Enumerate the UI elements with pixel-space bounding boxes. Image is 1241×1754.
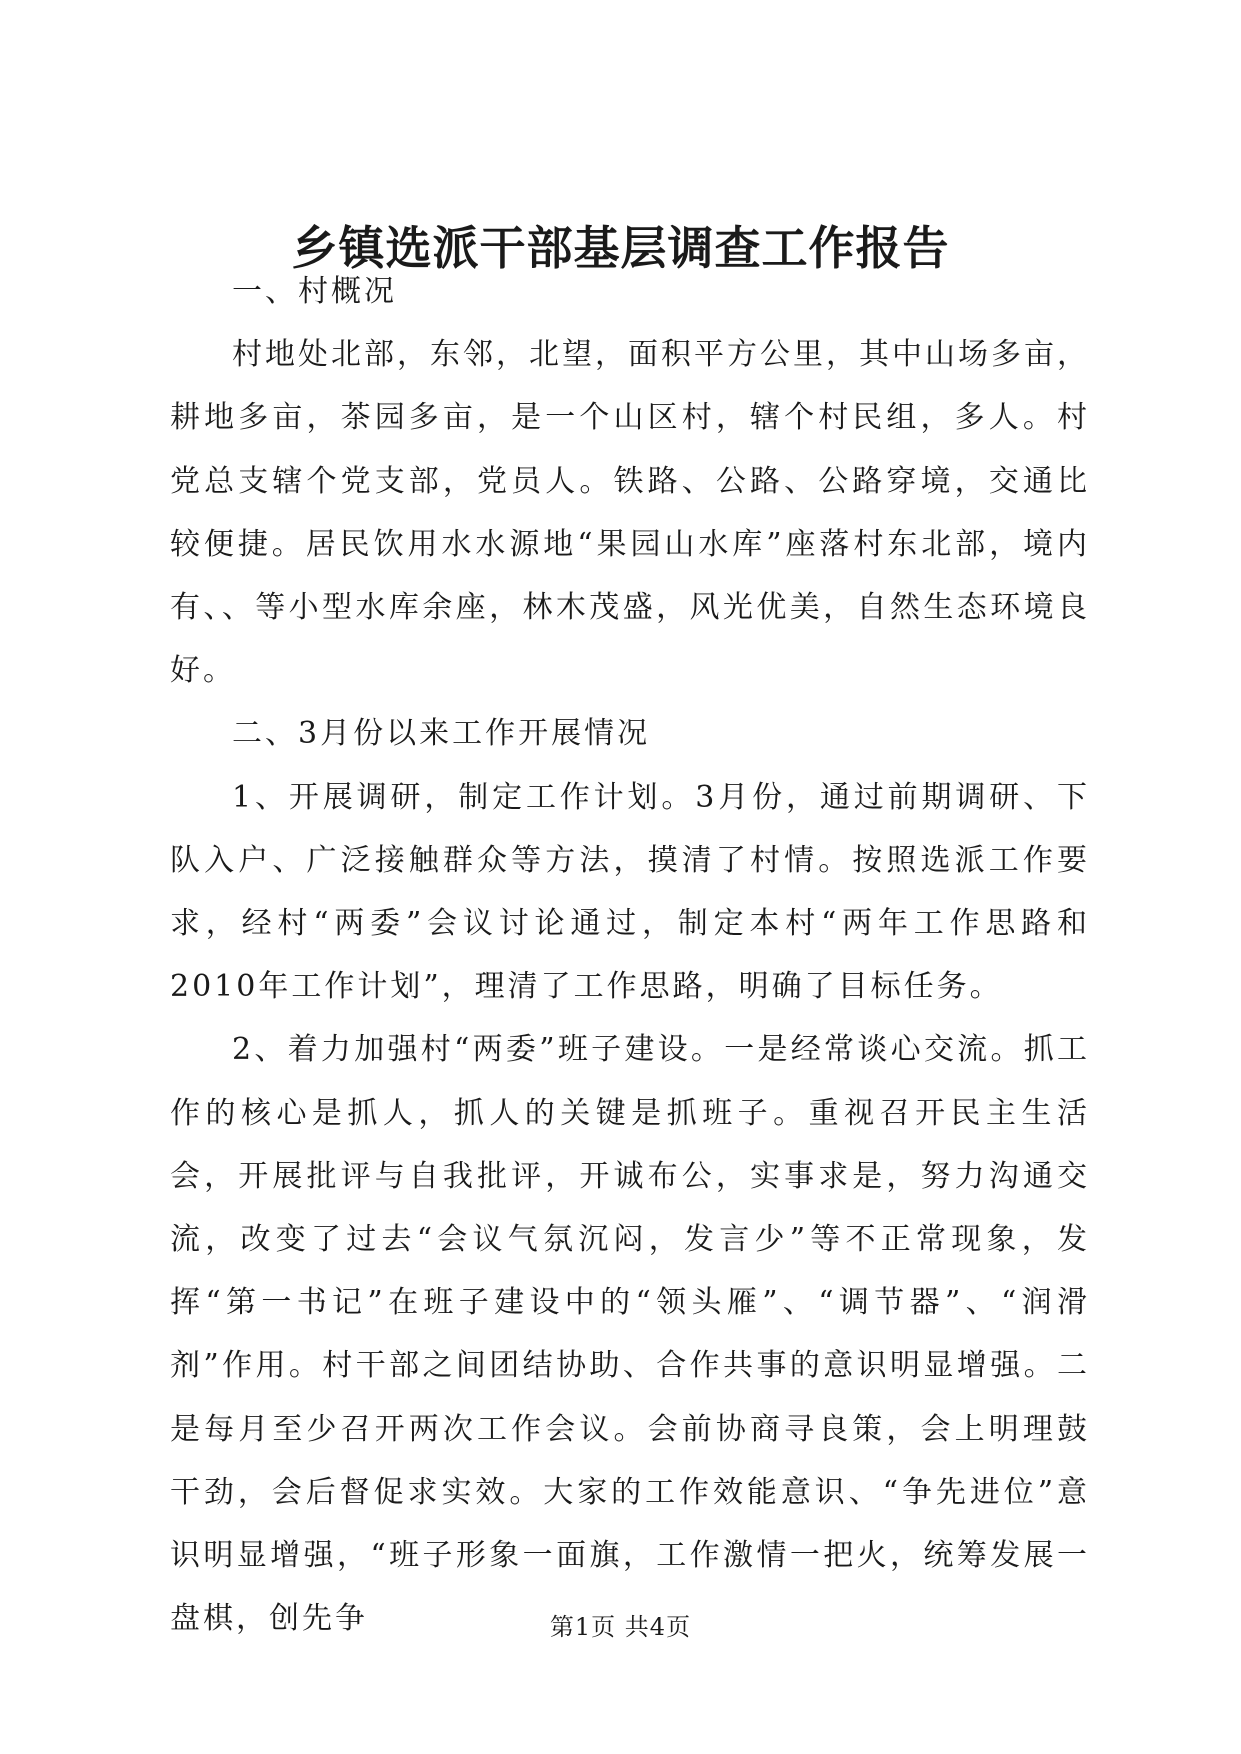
document-body [170,260,1090,1650]
paragraph-research-plan: 1、开展调研，制定工作计划。3月份，通过前期调研、下队入户、广泛接触群众等方法，摸清了村情。按照选派工作要求，经村“两委”会议讨论通过，制定本村“两年工作思路和2010年工作计划”，理清了工作思路，明确了目标任务。 [170,779,1090,1005]
document-title: 乡镇选派干部基层调查工作报告 [291,221,950,275]
paragraph-village-overview: 村地处北部，东邻，北望，面积平方公里，其中山场多亩，耕地多亩，茶园多亩，是一个山区村，辖个村民组，多人。村党总支辖个党支部，党员人。铁路、公路、公路穿境，交通比较便捷。居民饮用水水源地“果园山水库”座落村东北部，境内有、、等小型水库余座，林木茂盛，风光优美，自然生态环境良好。 [170,337,1090,689]
section-heading-2: 二、3月份以来工作开展情况 [232,716,651,752]
section-heading-1: 一、村概况 [232,274,397,309]
page-number-footer: 第1页 共4页 [549,1613,692,1641]
paragraph-team-building: 2、着力加强村“两委”班子建设。一是经常谈心交流。抓工作的核心是抓人，抓人的关键是抓班子。重视召开民主生活会，开展批评与自我批评，开诚布公，实事求是，努力沟通交流，改变了过去“会议气氛沉闷，发言少”等不正常现象，发挥“第一书记”在班子建设中的“领头雁”、“调节器”、“润滑剂”作用。村干部之间团结协助、合作共事的意识明显增强。二是每月至少召开两次工作会议。会前协商寻良策，会上明理鼓干劲，会后督促求实效。大家的工作效能意识、“争先进位”意识明显增强，“班子形象一面旗，工作激情一把火，统筹发展一盘棋，创先争 [170,1032,1090,1637]
